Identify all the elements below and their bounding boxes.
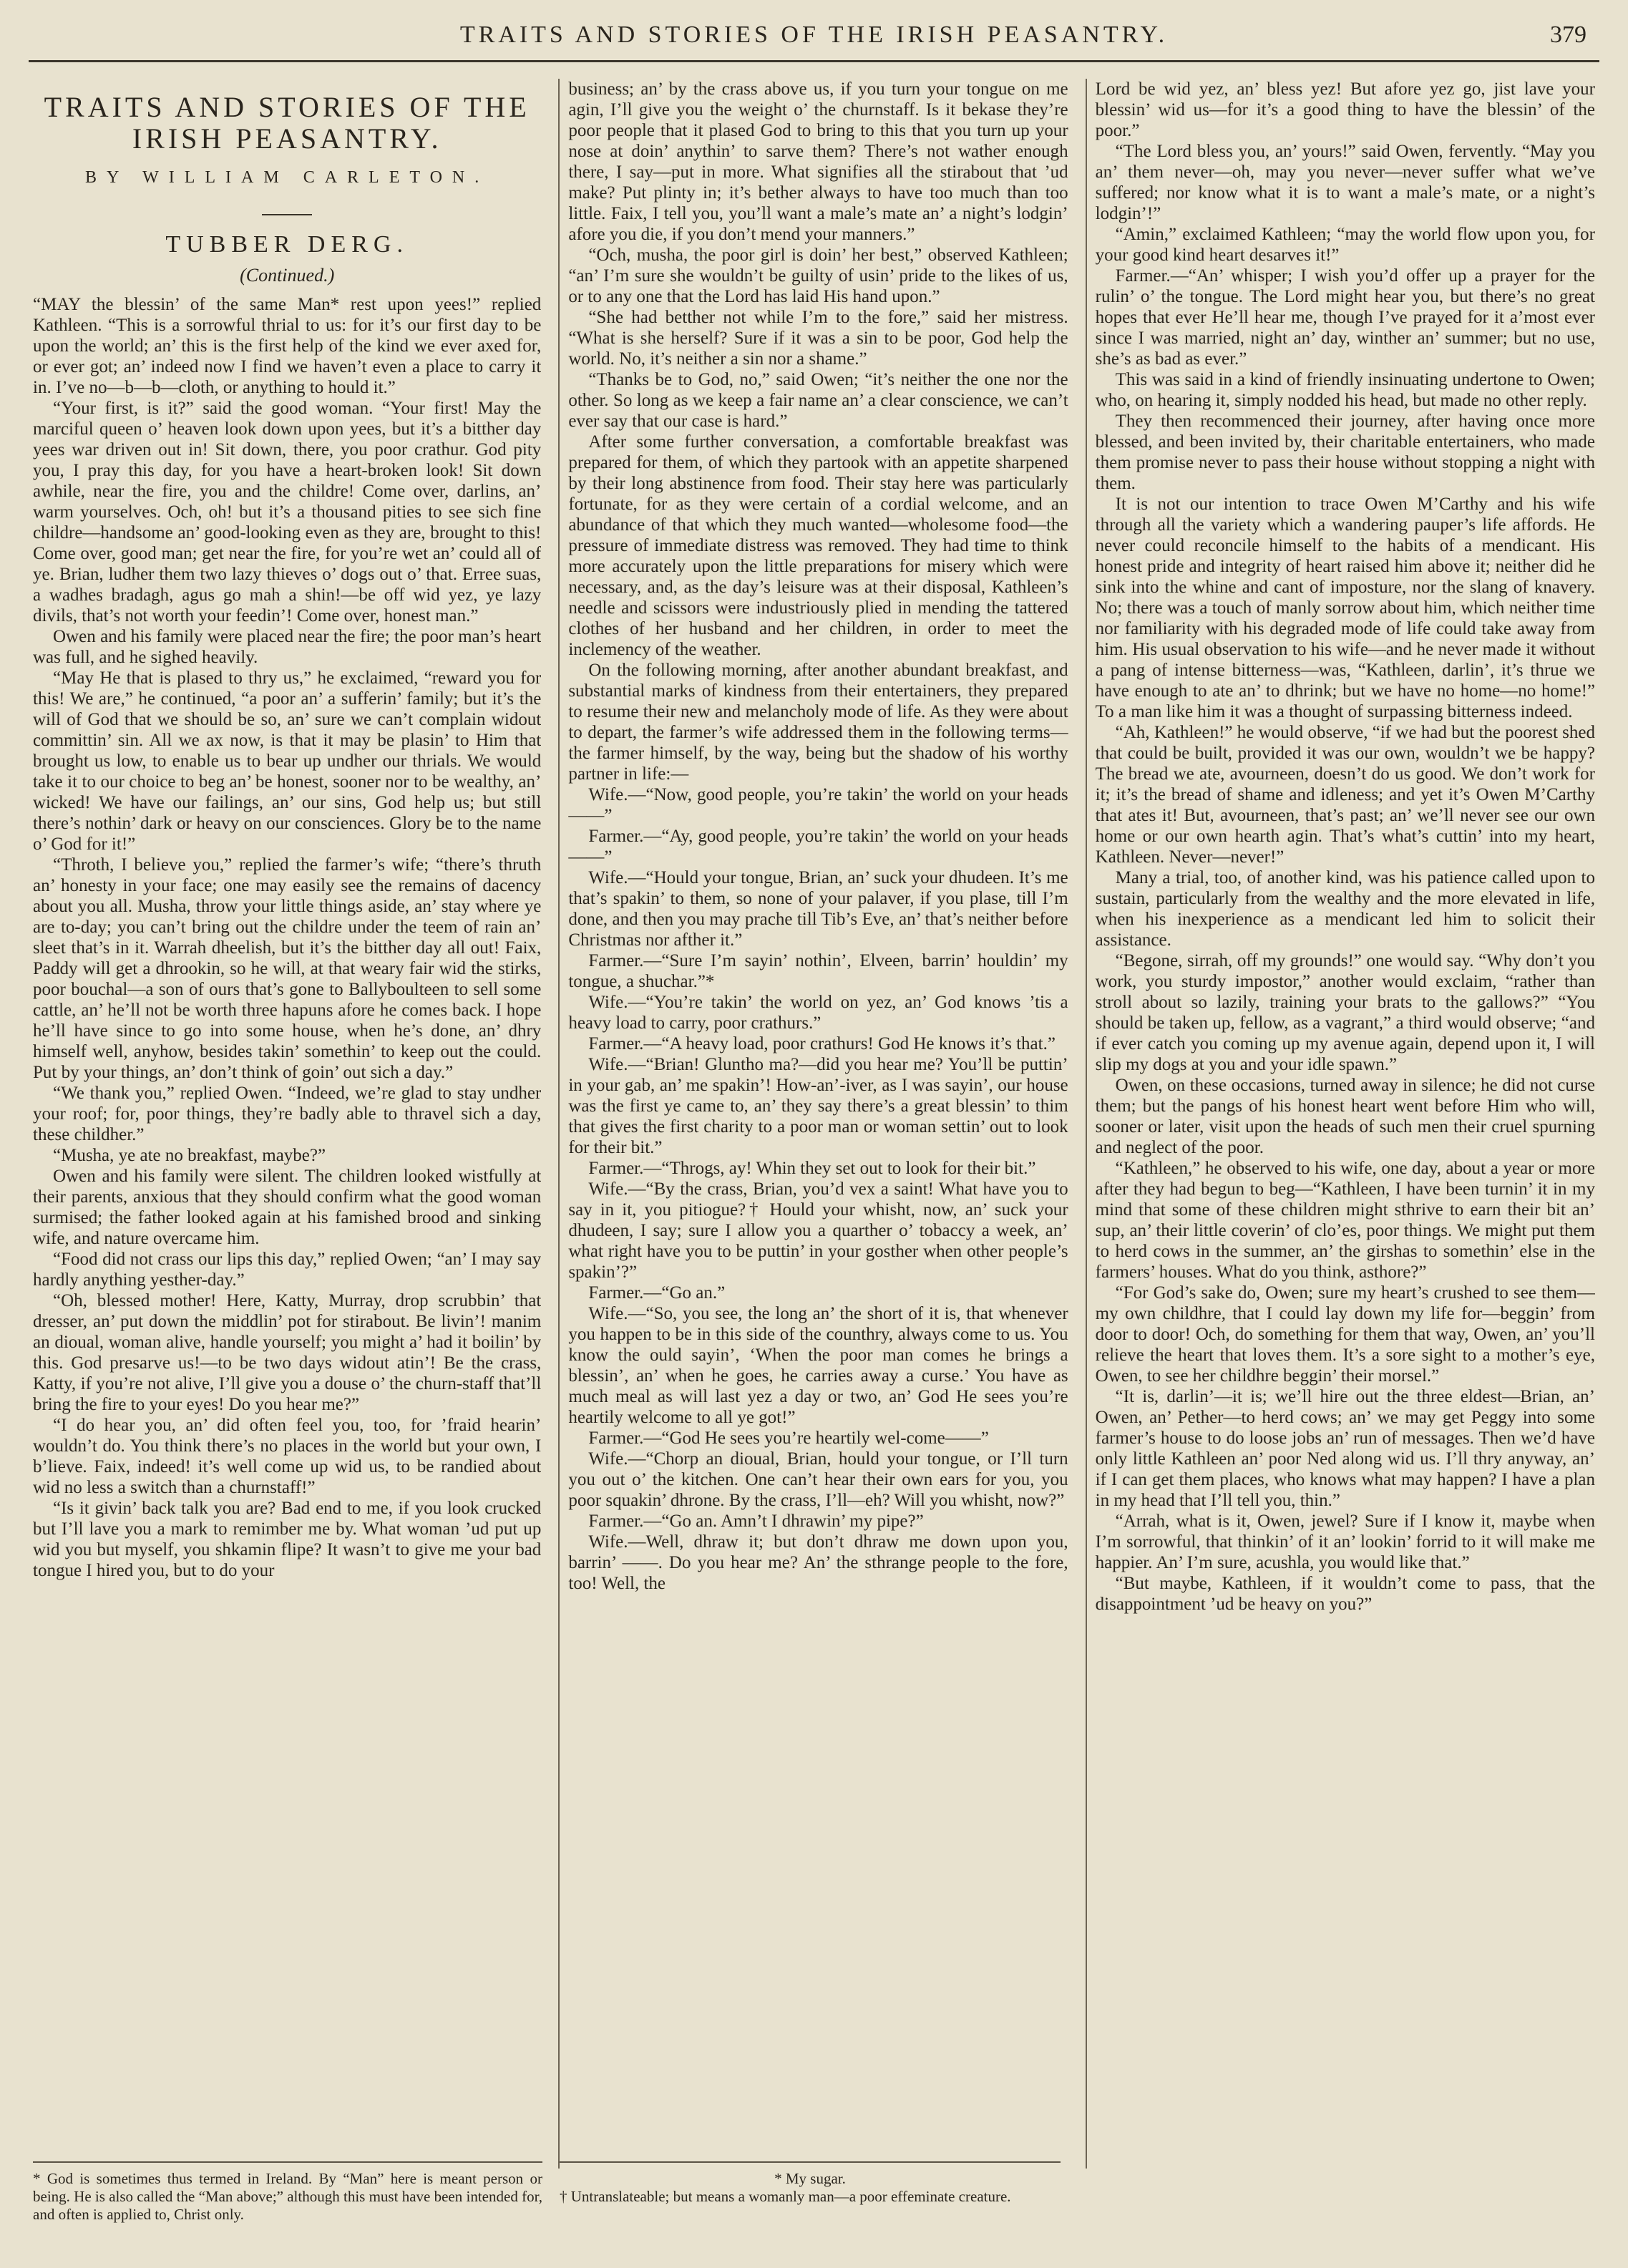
paragraph: “May He that is plased to thry us,” he exclaimed, “reward you for this! We are,” he continued, “a poor an’ a sufferin’ family; but it’s the will of God that we should be so, an’ sure we can’t complain widout committin’ sin. All we ax now, is that it may be plasin’ to Him that brought us low, to enable us to bear up undher our thrials. We would take it to our choice to beg an’ be honest, sooner nor to be wealthy, an’ wicked! We have our failings, an’ our sins, God help us; but still there’s nothin’ dark or heavy on our consciences. Glory be to the name o’ God for it!” xyxy=(33,668,542,854)
page-header xyxy=(29,16,1599,62)
dialogue-line: Farmer.—“Throgs, ay! Whin they set out to look for their bit.” xyxy=(588,1159,1036,1178)
running-head: TRAITS AND STORIES OF THE IRISH PEASANTRY. xyxy=(459,21,1169,48)
paragraph: On the following morning, after another abundant breakfast, and substantial marks of kindness from their entertainers, they prepared to resume their new and melancholy mode of life. As they were about to depart, the farmer’s wife addressed them in the following terms—the farmer himself, by the way, being but the shadow of his worthy partner in life:— xyxy=(568,661,1068,784)
column-3 xyxy=(1086,79,1595,2169)
paragraph: “Begone, sirrah, off my grounds!” one would say. “Why don’t you work, you sturdy impostor,” another would exclaim, “rather than stroll about so lazily, training your brats to the gallows?” “You should be taken up, fellow, as a vagrant,” a third would observe; “and if ever catch you coming up my avenue again, depend upon it, I will slip my dogs at you and your idle spawn.” xyxy=(1095,951,1595,1074)
paragraph: This was said in a kind of friendly insinuating undertone to Owen; who, on hearing it, simply nodded his head, but made no other reply. xyxy=(1095,370,1595,410)
dialogue-line: Farmer.—“Go an.” xyxy=(588,1283,726,1303)
paragraph: “It is, darlin’—it is; we’ll hire out the three eldest—Brian, an’ Owen, an’ Pether—to herd cows; an’ we may get Peggy into some farmer’s house to do loose jobs an’ run of messages. Then we’d have only little Kathleen an’ poor Ned along wid us. I’ll thry anyway, an’ if I can get them places, who knows what may happen? I have a plan in my head that I’ll tell you, thin.” xyxy=(1095,1387,1595,1510)
dialogue-line: Wife.—“Brian! Gluntho ma?—did you hear me? You’ll be puttin’ in your gab, an’ me spakin’! How-an’-iver, as I was sayin’, our house was the first ye came to, an’ they say there’s a great blessin’ to thim that gives the first charity to a poor man or woman settin’ out to look for their bit.” xyxy=(568,1055,1068,1157)
paragraph: “Is it givin’ back talk you are? Bad end to me, if you look crucked but I’ll lave you a mark to remimber me by. What woman ’ud put up wid you but myself, you shkamin flipe? It wasn’t to give me your bad tongue I hired you, but to do your xyxy=(33,1499,542,1580)
paragraph: It is not our intention to trace Owen M’Carthy and his wife through all the variety which a wandering pauper’s life affords. He never could reconcile himself to the habits of a mendicant. His honest pride and integrity of heart raised him above it; neither did he sink into the whine and cant of imposture, nor the slang of knavery. No; there was a touch of manly sorrow about him, which neither time nor familiarity with his degraded mode of life could take away from him. His usual observation to his wife—and he never made it without a pang of intense bitterness—was, “Kathleen, darlin’, it’s thrue we have enough to ate an’ to dhrink; but we have no home—no home!” To a man like him it was a thought of surpassing bitterness indeed. xyxy=(1095,495,1595,721)
paragraph: “Kathleen,” he observed to his wife, one day, about a year or more after they had begun to beg—“Kathleen, I have been turnin’ it in my mind that some of these children might sthrive to earn their bit an’ sup, an’ their little coverin’ of clo’es, poor things. We might put them to herd cows in the summer, an’ the girshas to somethin’ else in the farmers’ houses. What do you think, asthore?” xyxy=(1095,1159,1595,1282)
dialogue-line: Farmer.—“Sure I’m sayin’ nothin’, Elveen, barrin’ houldin’ my tongue, a shuchar.”* xyxy=(568,951,1068,991)
paragraph: Owen and his family were silent. The children looked wistfully at their parents, anxious that they should confirm what the good woman surmised; the father looked again at his famished brood and sinking wife, and nature overcame him. xyxy=(33,1167,542,1248)
article-title: TRAITS AND STORIES OF THE IRISH PEASANTRY. xyxy=(44,91,530,155)
dialogue-line: Wife.—“Hould your tongue, Brian, an’ suck your dhudeen. It’s me that’s spakin’ to them, so none of your palaver, if you plase, till I’m done, and then you may prache till Tib’s Eve, an’ that’s neither before Christmas nor afther it.” xyxy=(568,868,1068,950)
paragraph: Owen and his family were placed near the fire; the poor man’s heart was full, and he sighed heavily. xyxy=(33,627,542,667)
paragraph: “We thank you,” replied Owen. “Indeed, we’re glad to stay undher your roof; for, poor things, they’re badly able to thravel sich a day, these childher.” xyxy=(33,1084,542,1144)
column-1 xyxy=(33,79,541,2169)
column-2 xyxy=(558,79,1068,2169)
title-rule xyxy=(262,214,312,215)
paragraph: “Food did not crass our lips this day,” replied Owen; “an’ I may say hardly anything yesther-day.” xyxy=(33,1250,542,1290)
dialogue-line: Wife.—“Now, good people, you’re takin’ the world on your heads——” xyxy=(568,785,1068,825)
story-subtitle: TUBBER DERG. xyxy=(165,231,409,258)
paragraph: After some further conversation, a comfortable breakfast was prepared for them, of which they partook with an appetite sharpened by their long abstinence from food. Their stay here was particularly fortunate, for as they were certain of a cordial welcome, and an abundance of that which they much wanted—wholesome food—the pressure of immediate distress was removed. They had time to think more accurately upon the little preparations for misery which were necessary, and, as the day’s leisure was at their disposal, Kathleen’s needle and scissors were industriously plied in mending the tattered clothes of her husband and her children, in order to meet the inclemency of the weather. xyxy=(568,432,1068,659)
paragraph: “Arrah, what is it, Owen, jewel? Sure if I know it, maybe when I’m sorrowful, that thinkin’ of it an’ lookin’ forrid to it will make me happier. An’ I’m sure, acushla, you would like that.” xyxy=(1095,1512,1595,1572)
byline: BY WILLIAM CARLETON. xyxy=(85,168,489,187)
dialogue-line: Farmer.—“A heavy load, poor crathurs! God He knows it’s that.” xyxy=(588,1034,1056,1053)
footnote: * My sugar. xyxy=(774,2170,846,2187)
dialogue-line: Wife.—“You’re takin’ the world on yez, an’ God knows ’tis a heavy load to carry, poor crathurs.” xyxy=(568,993,1068,1033)
paragraph: “She had betther not while I’m to the fore,” said her mistress. “What is she herself? Sure if it was a sin to be poor, God help the world. No, it’s neither a sin nor a shame.” xyxy=(568,308,1068,369)
dialogue-line: Wife.—“By the crass, Brian, you’d vex a saint! What have you to say in it, you pitiogue?† Hould your whisht, now, an’ suck your dhudeen, I say; sure I allow you a quarther o’ tobaccy a week, an’ what right have you to be puttin’ in your gosther when other people’s spakin’?” xyxy=(568,1179,1068,1282)
paragraph: “MAY the blessin’ of the same Man* rest upon yees!” replied Kathleen. “This is a sorrowful thrial to us: for it’s our first day to be upon the world; an’ this is the first help of the kind we ever axed for, or ever got; an’ indeed now I find we haven’t even a place to carry it in. I’ve no—b—b—cloth, or anything to hould it.” xyxy=(33,295,542,397)
paragraph: Owen, on these occasions, turned away in silence; he did not curse them; but the pangs of his honest heart went before Him who will, sooner or later, visit upon the heads of such men their cruel spurning and neglect of the poor. xyxy=(1095,1076,1595,1157)
paragraph: “For God’s sake do, Owen; sure my heart’s crushed to see them—my own childhre, that I could lay down my life for—beggin’ from door to door! Och, do something for them that way, Owen, an’ you’ll relieve the heart that loves them. It’s a sore sight to a mother’s eye, Owen, to see her childhre beggin’ their morsel.” xyxy=(1095,1283,1595,1386)
footnote-column-1 xyxy=(33,2161,542,2263)
dialogue-line: Farmer.—“Ay, good people, you’re takin’ the world on your heads——” xyxy=(568,827,1068,867)
continued-note: (Continued.) xyxy=(240,265,335,286)
dialogue-line: Wife.—“So, you see, the long an’ the short of it is, that whenever you happen to be in this side of the counthry, always come to us. You know the ould sayin’, ‘When the poor man comes he brings a blessin’, an’ when he goes, he carries away a curse.’ You have as much meal as will last yez a day or two, an’ God He sees you’re heartily welcome to all ye got!” xyxy=(568,1304,1068,1427)
paragraph: “But maybe, Kathleen, if it wouldn’t come to pass, that the disappointment ’ud be heavy on you?” xyxy=(1095,1574,1595,1614)
paragraph: “Your first, is it?” said the good woman. “Your first! May the marciful queen o’ heaven look down upon yees, but it’s a bitther day yees war driven out in! Sit down, there, you poor crathur. God pity you, I pray this day, for you have a heart-broken look! Sit down awhile, near the fire, you and the childre! Come over, darlins, an’ warm yourselves. Och, oh! but it’s a thousand pities to see sich fine childre—handsome an’ good-looking even as they are, brought to this! Come over, good man; get near the fire, for you’re wet an’ could all of ye. Brian, ludher them two lazy thieves o’ dogs out o’ that. Erree suas, a wadhes bradagh, agus go mah a shin!—be off wid yez, ye lazy divils, that’s not worth your feedin’! Come over, honest man.” xyxy=(33,399,542,626)
dialogue-line: Farmer.—“God He sees you’re heartily wel-come——” xyxy=(588,1429,989,1448)
text-columns xyxy=(33,79,1595,2169)
paragraph: “I do hear you, an’ did often feel you, too, for ’fraid hearin’ wouldn’t do. You think there’s no places in the world but your own, I b’lieve. Faix, indeed! it’s well come up wid us, to be randied about wid no less a switch than a churnstaff!” xyxy=(33,1416,542,1497)
paragraph: They then recommenced their journey, after having once more blessed, and been invited by, their charitable entertainers, who made them promise never to pass their house without stopping a night with them. xyxy=(1095,412,1595,493)
footnote: † Untranslateable; but means a womanly man—a poor effeminate creature. xyxy=(560,2188,1011,2205)
paragraph: “Throth, I believe you,” replied the farmer’s wife; “there’s thruth an’ honesty in your face; one may easily see the remains of dacency about you all. Musha, throw your little things aside, an’ stay where ye are to-day; you can’t bring out the childre under the teem of rain an’ sleet that’s in it. Warrah dheelish, but it’s the bitther day all out! Faix, Paddy will get a dhrookin, so he will, at that weary fair wid the stirks, poor bouchal—a son of ours that’s gone to Ballyboulteen to sell some cattle, an’ he’ll not be worth three hapuns afore he comes back. I hope he’ll have since to go into some house, when he’s done, an’ dhry himself well, anyhow, besides takin’ somethin’ to keep out the could. Put by your things, an’ don’t think of goin’ out sich a day.” xyxy=(33,855,542,1082)
paragraph: Many a trial, too, of another kind, was his patience called upon to sustain, particularly from the wealthy and the more elevated in life, when his inexperience as a mendicant led him to solicit their assistance. xyxy=(1095,868,1595,950)
paragraph: “Och, musha, the poor girl is doin’ her best,” observed Kathleen; “an’ I’m sure she wouldn’t be guilty of usin’ pride to the likes of us, or to any one that the Lord has laid His hand upon.” xyxy=(568,245,1068,306)
paragraph: Farmer.—“An’ whisper; I wish you’d offer up a prayer for the rulin’ o’ the tongue. The Lord might hear you, but there’s no great hopes that ever He’ll hear me, though I’ve prayed for it a’most ever since I was married, night an’ day, winther an’ summer; but no use, she’s as bad as ever.” xyxy=(1095,266,1595,369)
dialogue-line: Farmer.—“Go an. Amn’t I dhrawin’ my pipe?” xyxy=(588,1512,924,1531)
page-number: 379 xyxy=(1550,21,1586,48)
dialogue-line: Wife.—“Chorp an dioual, Brian, hould your tongue, or I’ll turn you out o’ the kitchen. One can’t hear their own ears for you, you poor squakin’ dhrone. By the crass, I’ll—eh? Will you whisht, now?” xyxy=(568,1449,1068,1510)
paragraph: “Amin,” exclaimed Kathleen; “may the world flow upon you, for your good kind heart desarves it!” xyxy=(1095,225,1595,265)
dialogue-line: Wife.—Well, dhraw it; but don’t dhraw me down upon you, barrin’ ——. Do you hear me? An’ the sthrange people to the fore, too! Well, the xyxy=(568,1532,1068,1593)
paragraph: “Thanks be to God, no,” said Owen; “it’s neither the one nor the other. So long as we keep a fair name an’ a clear conscience, we can’t ever say that our case is hard.” xyxy=(568,370,1068,431)
footnote: * God is sometimes thus termed in Ireland. By “Man” here is meant person or being. He is also called the “Man above;” although this must have been intended for, and often is applied to, Christ only. xyxy=(33,2170,542,2223)
paragraph: Lord be wid yez, an’ bless yez! But afore yez go, jist lave your blessin’ wid us—for it’s a good thing to have the blessin’ of the poor.” xyxy=(1095,79,1595,140)
paragraph: “The Lord bless you, an’ yours!” said Owen, fervently. “May you an’ them never—oh, may you never—never suffer what we’ve suffered; nor know what it is to want a male’s mate, or a night’s lodgin’!” xyxy=(1095,142,1595,223)
paragraph: “Ah, Kathleen!” he would observe, “if we had but the poorest shed that could be built, provided it was our own, wouldn’t we be happy? The bread we ate, avourneen, doesn’t do us good. We don’t work for it; it’s the bread of shame and idleness; and yet it’s Owen M’Carthy that ates it! But, avourneen, that’s past; an’ we’ll never see our own home or our own hearth agin. That’s what’s cuttin’ into my heart, Kathleen. Never—never!” xyxy=(1095,723,1595,867)
paragraph: “Oh, blessed mother! Here, Katty, Murray, drop scrubbin’ that dresser, an’ put down the middlin’ pot for stirabout. Be livin’! manim an dioual, woman alive, handle yourself; you might a’ had it boilin’ by this. God presarve us!—to be two days widout atin’! Be the crass, Katty, if you’re not alive, I’ll give you a douse o’ the churn-staff that’ll bring the fire to your eyes! Do you hear me?” xyxy=(33,1291,542,1414)
footnote-column-2 xyxy=(560,2161,1061,2263)
paragraph: business; an’ by the crass above us, if you turn your tongue on me agin, I’ll give you the weight o’ the churnstaff. Is it bekase they’re poor people that it plased God to bring to this that you turn up your nose at doin’ anythin’ to sarve them? There’s not wather enough there, I say—put in more. What signifies all the stirabout that ’ud make? Put plinty in; it’s bether always to have too much than too little. Faix, I tell you, you’ll want a male’s mate an’ a night’s lodgin’ afore you die, if you don’t mend your manners.” xyxy=(568,79,1068,244)
paragraph: “Musha, ye ate no breakfast, maybe?” xyxy=(53,1146,326,1165)
